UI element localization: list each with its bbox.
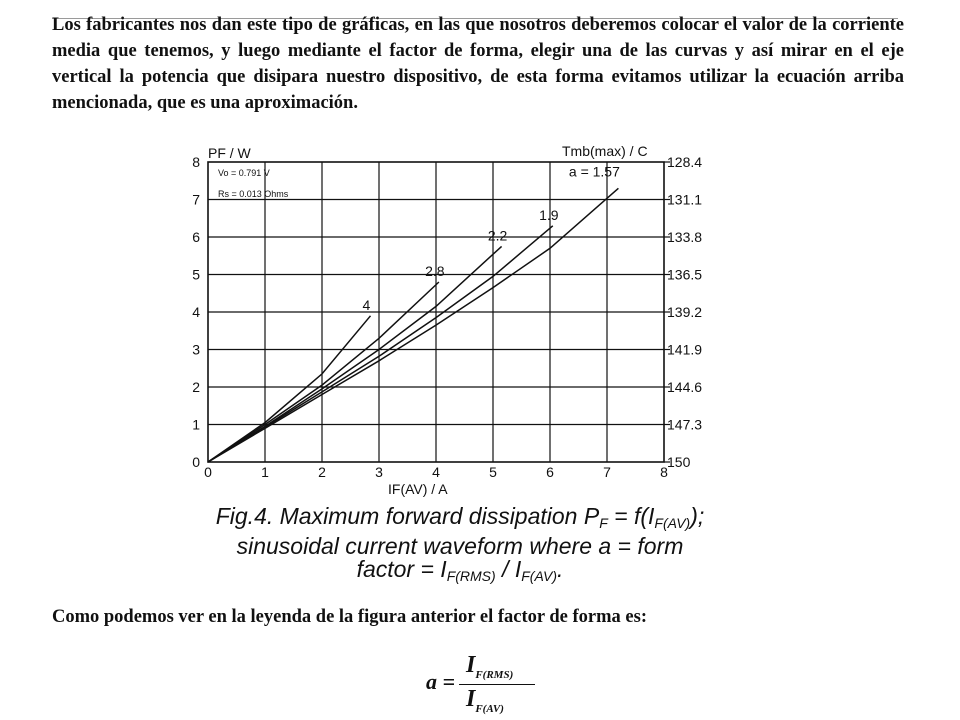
x-tick-label-4: 4 [432, 464, 440, 480]
caption-line-1: Fig.4. Maximum forward dissipation $P_F = f(I_{F(AV)})$; [215, 503, 705, 531]
y2-tick-label-3: 141.9 [667, 341, 703, 358]
x-tick-label-5: 5 [489, 464, 497, 480]
y2-tick-label-4: 139.2 [667, 304, 703, 320]
y-tick-label-3: 3 [192, 341, 200, 358]
dissipation-chart [176, 138, 736, 498]
conclusion-paragraph: Como podemos ver en la leyenda de la figura anterior el factor de forma es: [52, 607, 647, 627]
y2-tick-label-7: 131.1 [667, 191, 703, 208]
x-tick-label-8: 8 [660, 464, 668, 480]
y2-axis-label: Tmb(max) / C [562, 143, 648, 159]
y-tick-label-2: 2 [192, 379, 200, 395]
form-factor-formula [422, 652, 532, 716]
curve-label-1.57: a = 1.57 [568, 163, 620, 180]
intro-paragraph: Los fabricantes nos dan este tipo de gráficas, en las que nosotros deberemos colocar el valor de la corriente media que tenemos, y luego mediante el factor de forma, elegir una de las curvas y así mirar en el eje vertical la potencia que disipara nuestro dispositivo, de esta forma evitamos utilizar la ecuación arriba mencionada, que es una aproximación. [52, 15, 904, 113]
y-axis-label: PF / W [208, 145, 251, 161]
annotation-rs: Rs = 0.013 Ohms [218, 189, 289, 199]
annotation-vo: Vo = 0.791 V [218, 168, 270, 178]
y-tick-label-7: 7 [192, 191, 200, 208]
formula-numerator: $I_{F(RMS)}$ [466, 652, 514, 681]
formula-fraction-bar [459, 684, 535, 685]
y2-tick-label-5: 136.5 [667, 266, 703, 283]
y2-tick-label-8: 128.4 [667, 154, 703, 170]
y2-tick-label-1: 147.3 [667, 416, 703, 433]
y-tick-label-6: 6 [192, 229, 200, 245]
curve-label-1.9: 1.9 [539, 206, 559, 223]
figure-caption [180, 505, 740, 588]
caption-line-2: sinusoidal current waveform where a = form [236, 533, 684, 559]
y-tick-label-1: 1 [192, 416, 200, 433]
caption-line-3: factor = $I_{F(RMS)} / I_{F(AV)}$. [356, 556, 564, 584]
curve-label-2.8: 2.8 [425, 263, 445, 279]
y2-tick-label-0: 150 [667, 454, 691, 470]
y-tick-label-5: 5 [192, 266, 200, 283]
y-tick-label-0: 0 [192, 454, 200, 470]
x-tick-label-1: 1 [261, 464, 269, 480]
x-axis-label: IF(AV) / A [388, 481, 448, 497]
y-tick-label-4: 4 [192, 304, 200, 320]
x-tick-label-7: 7 [603, 464, 611, 480]
curve-label-4: 4 [362, 296, 371, 313]
y2-tick-label-6: 133.8 [667, 229, 703, 245]
curve-label-2.2: 2.2 [487, 227, 508, 244]
x-tick-label-6: 6 [546, 464, 554, 480]
formula-denominator: $I_{F(AV)}$ [466, 686, 504, 715]
y-tick-label-8: 8 [192, 154, 200, 170]
y2-tick-label-2: 144.6 [667, 379, 703, 395]
x-tick-label-3: 3 [375, 464, 383, 480]
x-tick-label-2: 2 [318, 464, 326, 480]
formula-lhs: a = [426, 669, 456, 694]
x-tick-label-0: 0 [204, 464, 212, 480]
